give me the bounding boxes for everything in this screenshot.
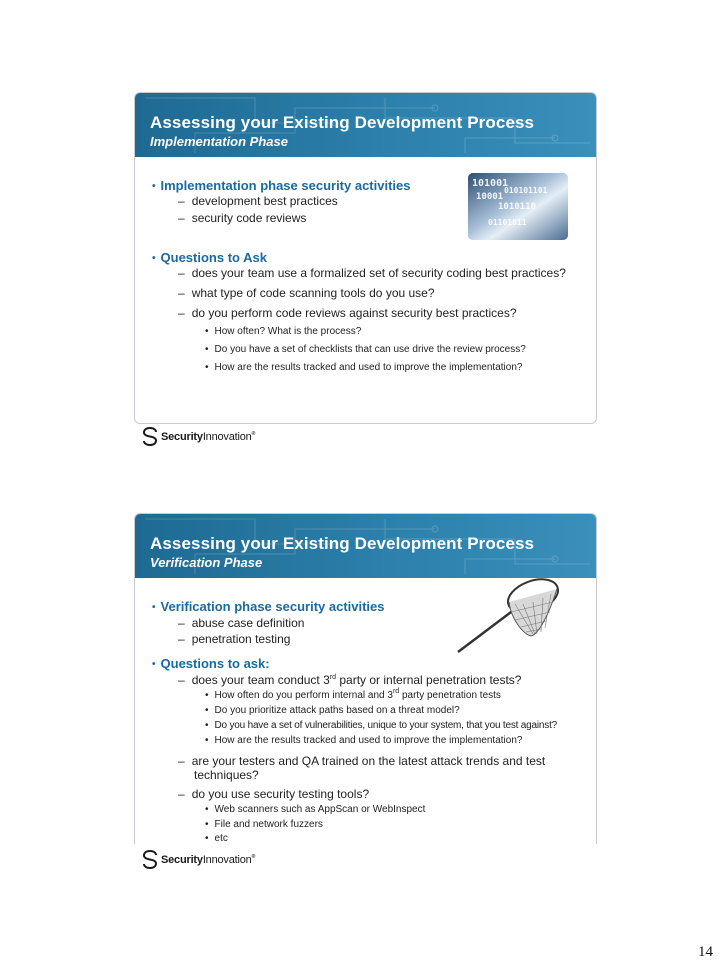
- bullet-heading: • Verification phase security activities: [152, 599, 385, 614]
- logo-text-light: Innovation: [202, 853, 252, 866]
- logo-text-bold: Security: [161, 430, 203, 443]
- sub-list-item-text: Do you have a set of checklists that can use drive the review process?: [214, 344, 526, 355]
- heading-text: Verification phase security activities: [160, 599, 385, 614]
- sub-list-item-text: How often? What is the process?: [214, 326, 362, 337]
- logo-text: [161, 854, 255, 866]
- sub-list-item-text: Do you have a set of vulnerabilities, unique to your system, that you test against?: [214, 720, 558, 731]
- binary-line: 010101101: [504, 186, 548, 195]
- list-item-text: does your team use a formalized set of security coding best practices?: [191, 266, 566, 280]
- sub-list-item-text: etc: [214, 833, 228, 844]
- slide-title: Assessing your Existing Development Process: [150, 113, 535, 132]
- slide-title: Assessing your Existing Development Process: [150, 534, 535, 553]
- bullet-heading: • Questions to ask:: [152, 656, 270, 671]
- list-item-text: are your testers and QA trained on the latest attack trends and test: [191, 754, 546, 768]
- butterfly-net-icon: [453, 574, 563, 656]
- sub-list-item: • Web scanners such as AppScan or WebInspect: [205, 804, 426, 815]
- list-item: – what type of code scanning tools do you use?: [178, 286, 435, 300]
- list-item-text: techniques?: [194, 768, 259, 782]
- sub-list-item: • How often do you perform internal and 3rd party penetration tests: [205, 688, 501, 701]
- list-item: – does your team use a formalized set of security coding best practices?: [178, 266, 566, 280]
- heading-text: Questions to ask:: [160, 656, 270, 671]
- list-item-text: penetration testing: [191, 632, 291, 646]
- slide-header: [135, 93, 596, 157]
- sub-list-item: • etc: [205, 833, 228, 844]
- heading-text: Implementation phase security activities: [160, 178, 411, 193]
- binary-line: 01101011: [488, 218, 527, 227]
- sub-list-item-text: File and network fuzzers: [214, 819, 323, 830]
- sub-list-item-text: Do you prioritize attack paths based on a threat model?: [214, 705, 460, 716]
- trademark-mark: ®: [251, 853, 256, 860]
- slide-subtitle: Verification Phase: [150, 555, 263, 570]
- heading-text: Questions to Ask: [160, 250, 267, 265]
- sub-list-item: • Do you prioritize attack paths based on a threat model?: [205, 705, 460, 716]
- sub-list-item-text: Web scanners such as AppScan or WebInspect: [214, 804, 426, 815]
- logo-text-light: Innovation: [202, 430, 252, 443]
- sub-list-item: • How are the results tracked and used to improve the implementation?: [205, 362, 523, 373]
- binary-data-image-icon: [468, 173, 568, 240]
- list-item: – do you perform code reviews against security best practices?: [178, 306, 517, 320]
- list-item: – do you use security testing tools?: [178, 787, 370, 801]
- superscript: rd: [329, 674, 337, 681]
- list-item: – abuse case definition: [178, 616, 305, 630]
- sub-list-item: • Do you have a set of vulnerabilities, unique to your system, that you test against?: [205, 720, 558, 731]
- binary-line: 10001: [476, 192, 504, 202]
- text-part: party penetration tests: [399, 690, 501, 701]
- list-item-text: security code reviews: [191, 211, 307, 225]
- sub-list-item-text: How are the results tracked and used to improve the implementation?: [214, 362, 523, 373]
- sub-list-item: • File and network fuzzers: [205, 819, 323, 830]
- slide-header: [135, 514, 596, 578]
- page-number: 14: [698, 944, 713, 960]
- security-innovation-logo-icon: [143, 427, 157, 446]
- logo-text-bold: Security: [161, 853, 203, 866]
- list-item-text: [192, 673, 522, 687]
- list-item-text: do you use security testing tools?: [191, 787, 370, 801]
- list-item: – penetration testing: [178, 632, 291, 646]
- sub-list-item: • How are the results tracked and used to improve the implementation?: [205, 735, 523, 746]
- security-innovation-logo-icon: [143, 850, 157, 869]
- list-item-text: what type of code scanning tools do you use?: [191, 286, 435, 300]
- list-item-text: development best practices: [191, 194, 338, 208]
- list-item-continuation: [194, 768, 259, 782]
- logo-text: [161, 431, 255, 443]
- sub-list-item-text: How are the results tracked and used to improve the implementation?: [214, 735, 523, 746]
- list-item: – security code reviews: [178, 211, 307, 225]
- sub-list-item: • How often? What is the process?: [205, 326, 362, 337]
- list-item-text: do you perform code reviews against security best practices?: [191, 306, 517, 320]
- binary-line: 1010110: [498, 202, 536, 212]
- slide-subtitle: Implementation Phase: [150, 134, 288, 149]
- list-item: – development best practices: [178, 194, 338, 208]
- list-item-text: abuse case definition: [191, 616, 305, 630]
- binary-line: 101001: [472, 178, 509, 189]
- list-item: – does your team conduct 3rd party or internal penetration tests?: [178, 673, 522, 687]
- text-part: party or internal penetration tests?: [336, 673, 522, 687]
- list-item: – are your testers and QA trained on the latest attack trends and test: [178, 754, 546, 768]
- sub-list-item: • Do you have a set of checklists that can use drive the review process?: [205, 344, 526, 355]
- bullet-heading: • Implementation phase security activities: [152, 178, 411, 193]
- text-part: How often do you perform internal and 3: [214, 690, 393, 701]
- security-innovation-logo: [143, 850, 255, 869]
- text-part: does your team conduct 3: [191, 673, 330, 687]
- bullet-heading: • Questions to Ask: [152, 250, 267, 265]
- superscript: rd: [392, 688, 400, 695]
- trademark-mark: ®: [251, 430, 256, 437]
- security-innovation-logo: [143, 427, 255, 446]
- slide-implementation-phase: [134, 92, 597, 424]
- sub-list-item-text: [215, 690, 501, 701]
- slide-verification-phase: [134, 513, 597, 844]
